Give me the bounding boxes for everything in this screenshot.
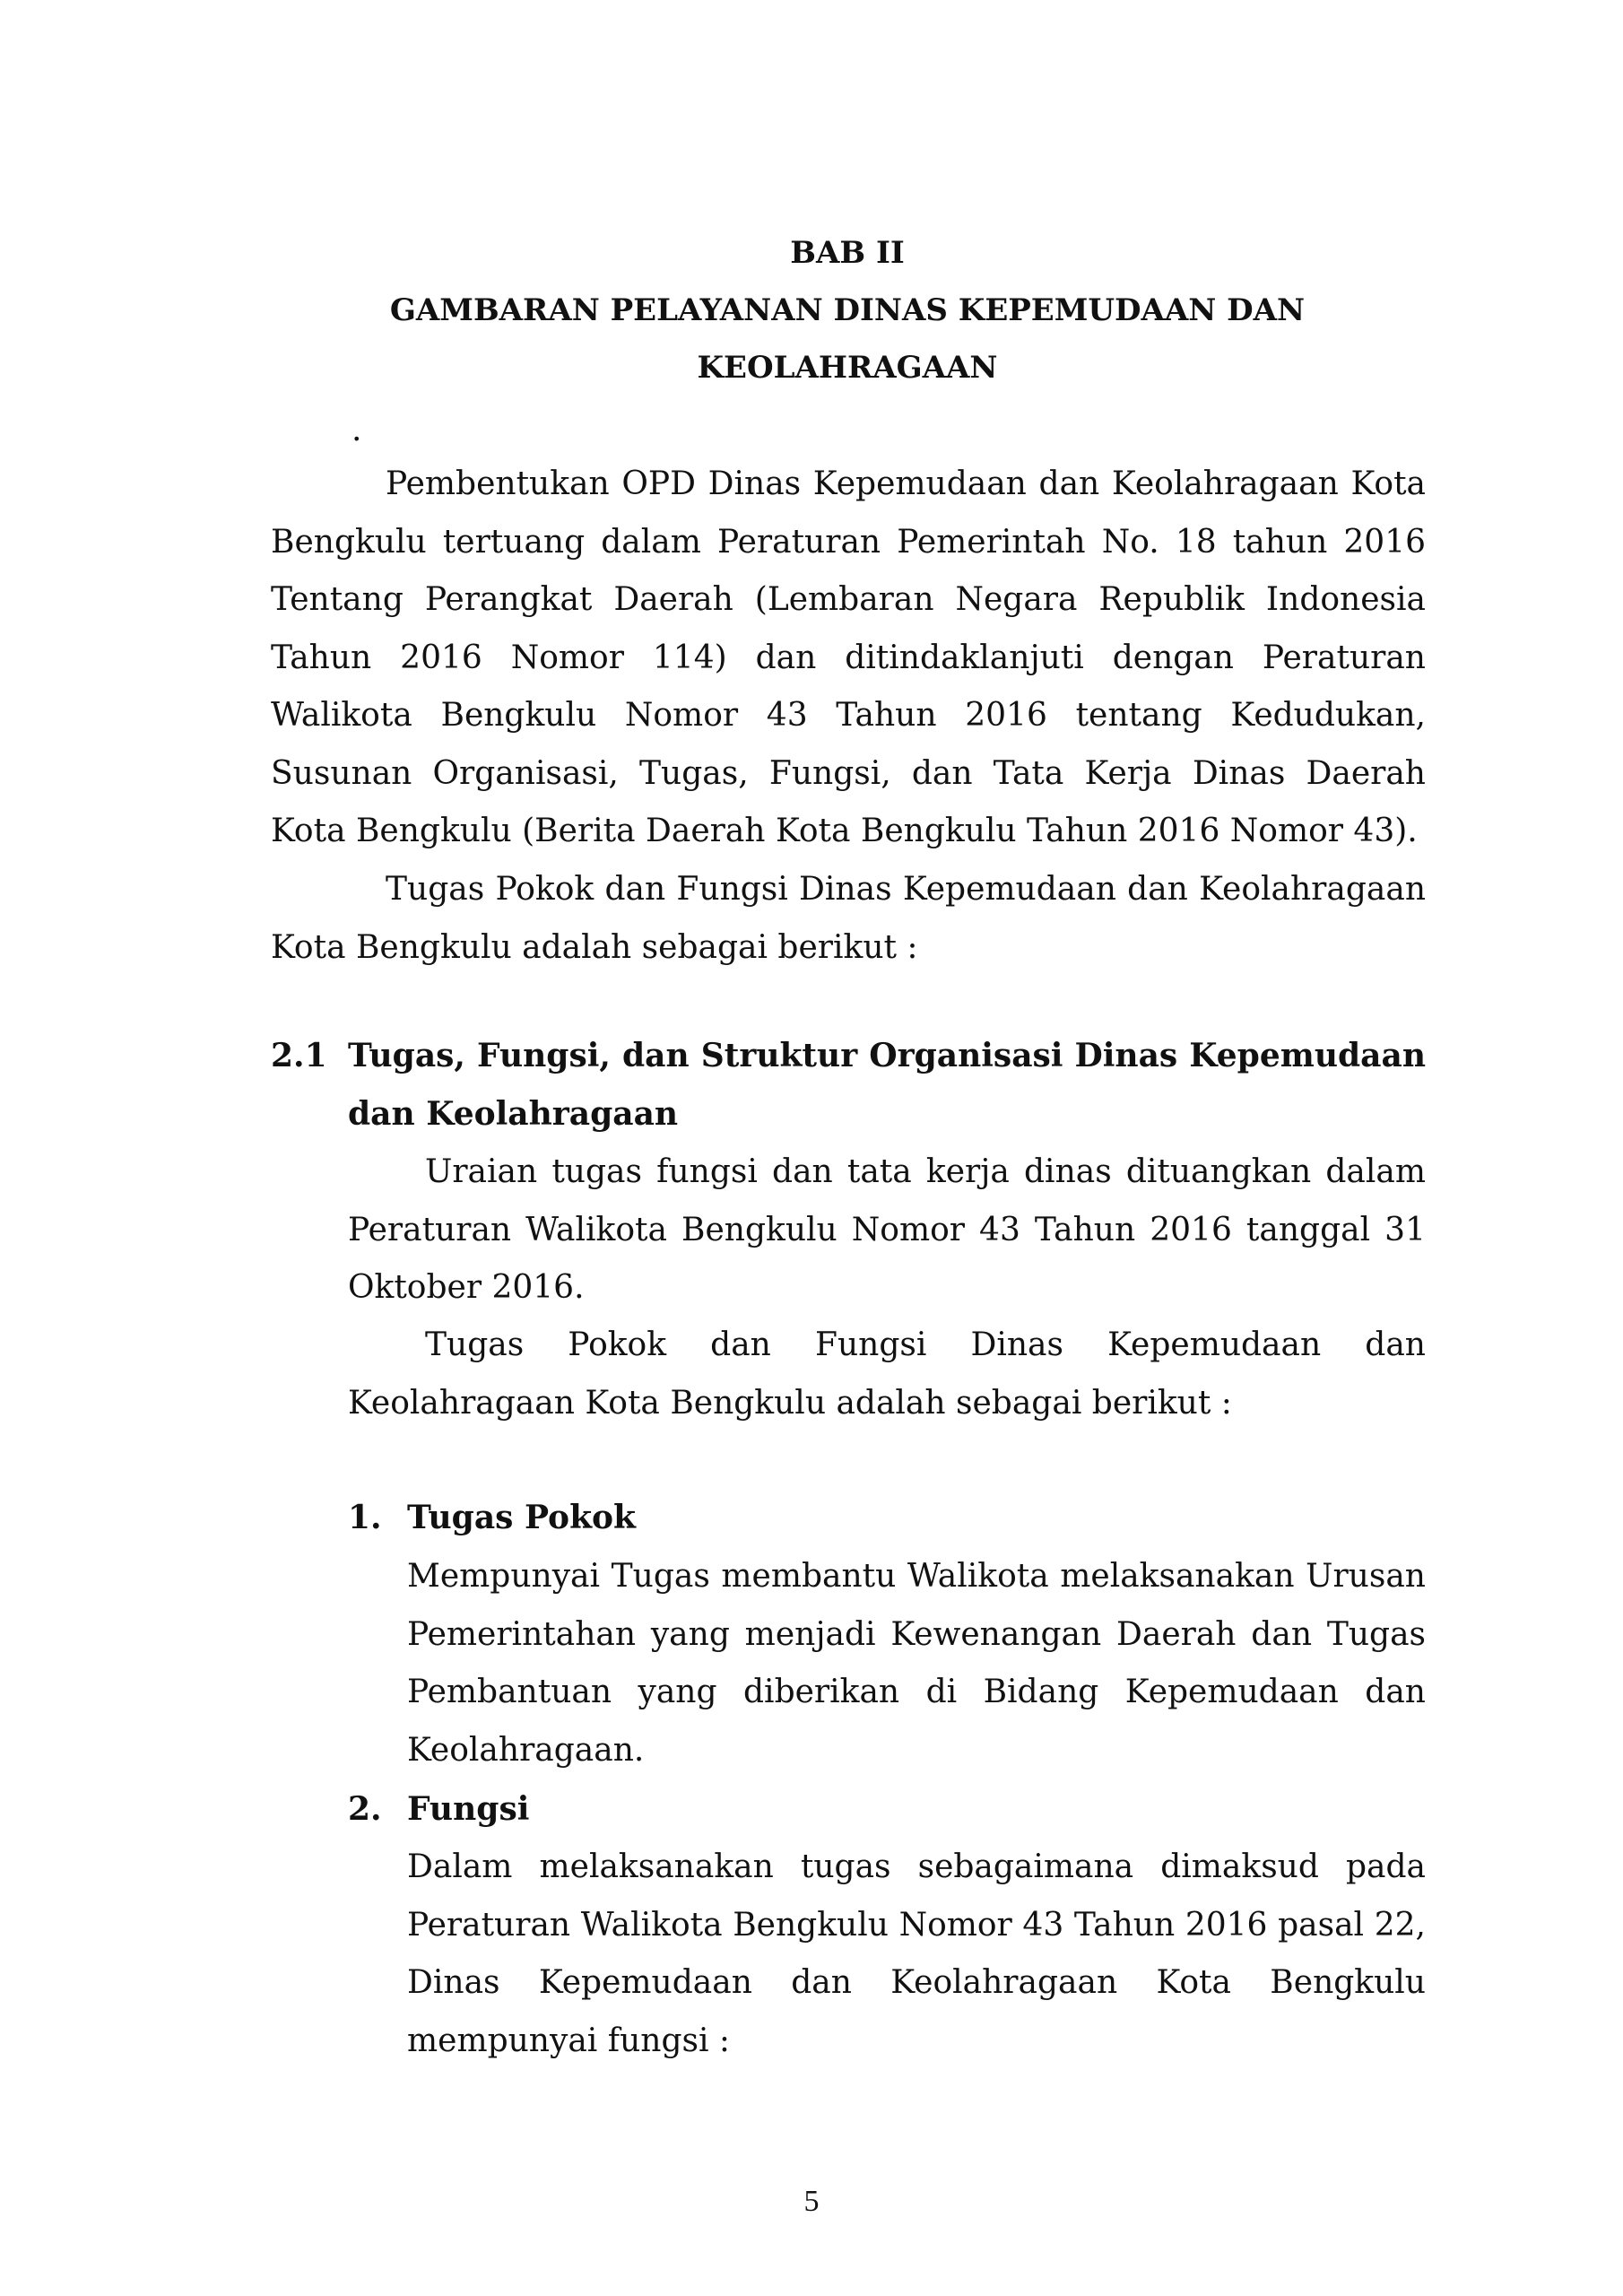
- list-item-heading-text: Tugas Pokok: [407, 1499, 636, 1536]
- list-item-heading-fungsi: [348, 1780, 529, 1839]
- list-item-number: 1.: [348, 1499, 382, 1536]
- list-item-heading-text: Fungsi: [407, 1790, 530, 1828]
- intro-paragraph: Pembentukan OPD Dinas Kepemudaan dan Keolahragaan Kota Bengkulu tertuang dalam Peraturan Pemerintah No. 18 tahun 2016 Tentang Perangkat Daerah (Lembaran Negara Republik Indonesia Tahun 2016 Nomor 114) dan ditindaklanjuti dengan Peraturan Walikota Bengkulu Nomor 43 Tahun 2016 tentang Kedudukan, Susunan Organisasi, Tugas, Fungsi, dan Tata Kerja Dinas Daerah Kota Bengkulu (Berita Daerah Kota Bengkulu Tahun 2016 Nomor 43).: [271, 465, 1426, 849]
- chapter-title: GAMBARAN PELAYANAN DINAS KEPEMUDAAN DAN KEOLAHRAGAAN: [389, 292, 1306, 386]
- section-number: 2.1: [271, 1037, 327, 1074]
- page-number: 5: [803, 2185, 820, 2218]
- list-item-heading-tugas-pokok: [348, 1489, 636, 1547]
- list-item-body-fungsi: Dalam melaksanakan tugas sebagaimana dimaksud pada Peraturan Walikota Bengkulu Nomor 43 Tahun 2016 pasal 22, Dinas Kepemudaan dan Keolahragaan Kota Bengkulu mempunyai fungsi :: [407, 1848, 1426, 2059]
- section-title: Tugas, Fungsi, dan Struktur Organisasi Dinas Kepemudaan dan Keolahragaan: [348, 1037, 1426, 1133]
- tugas-pokok-intro-paragraph: Tugas Pokok dan Fungsi Dinas Kepemudaan dan Keolahragaan Kota Bengkulu adalah sebagai berikut :: [271, 871, 1426, 966]
- section-heading: [271, 1027, 1426, 1143]
- section-paragraph-uraian: Uraian tugas fungsi dan tata kerja dinas dituangkan dalam Peraturan Walikota Bengkulu Nomor 43 Tahun 2016 tanggal 31 Oktober 2016.: [348, 1153, 1426, 1306]
- section-paragraph-tugas-fungsi: Tugas Pokok dan Fungsi Dinas Kepemudaan dan Keolahragaan Kota Bengkulu adalah sebagai berikut :: [348, 1326, 1426, 1422]
- list-item-number: 2.: [348, 1790, 382, 1828]
- stray-period-mark: .: [352, 412, 362, 448]
- chapter-label: BAB II: [790, 235, 905, 271]
- list-item-body-tugas-pokok: Mempunyai Tugas membantu Walikota melaksanakan Urusan Pemerintahan yang menjadi Kewenangan Daerah dan Tugas Pembantuan yang diberikan di Bidang Kepemudaan dan Keolahragaan.: [407, 1558, 1426, 1769]
